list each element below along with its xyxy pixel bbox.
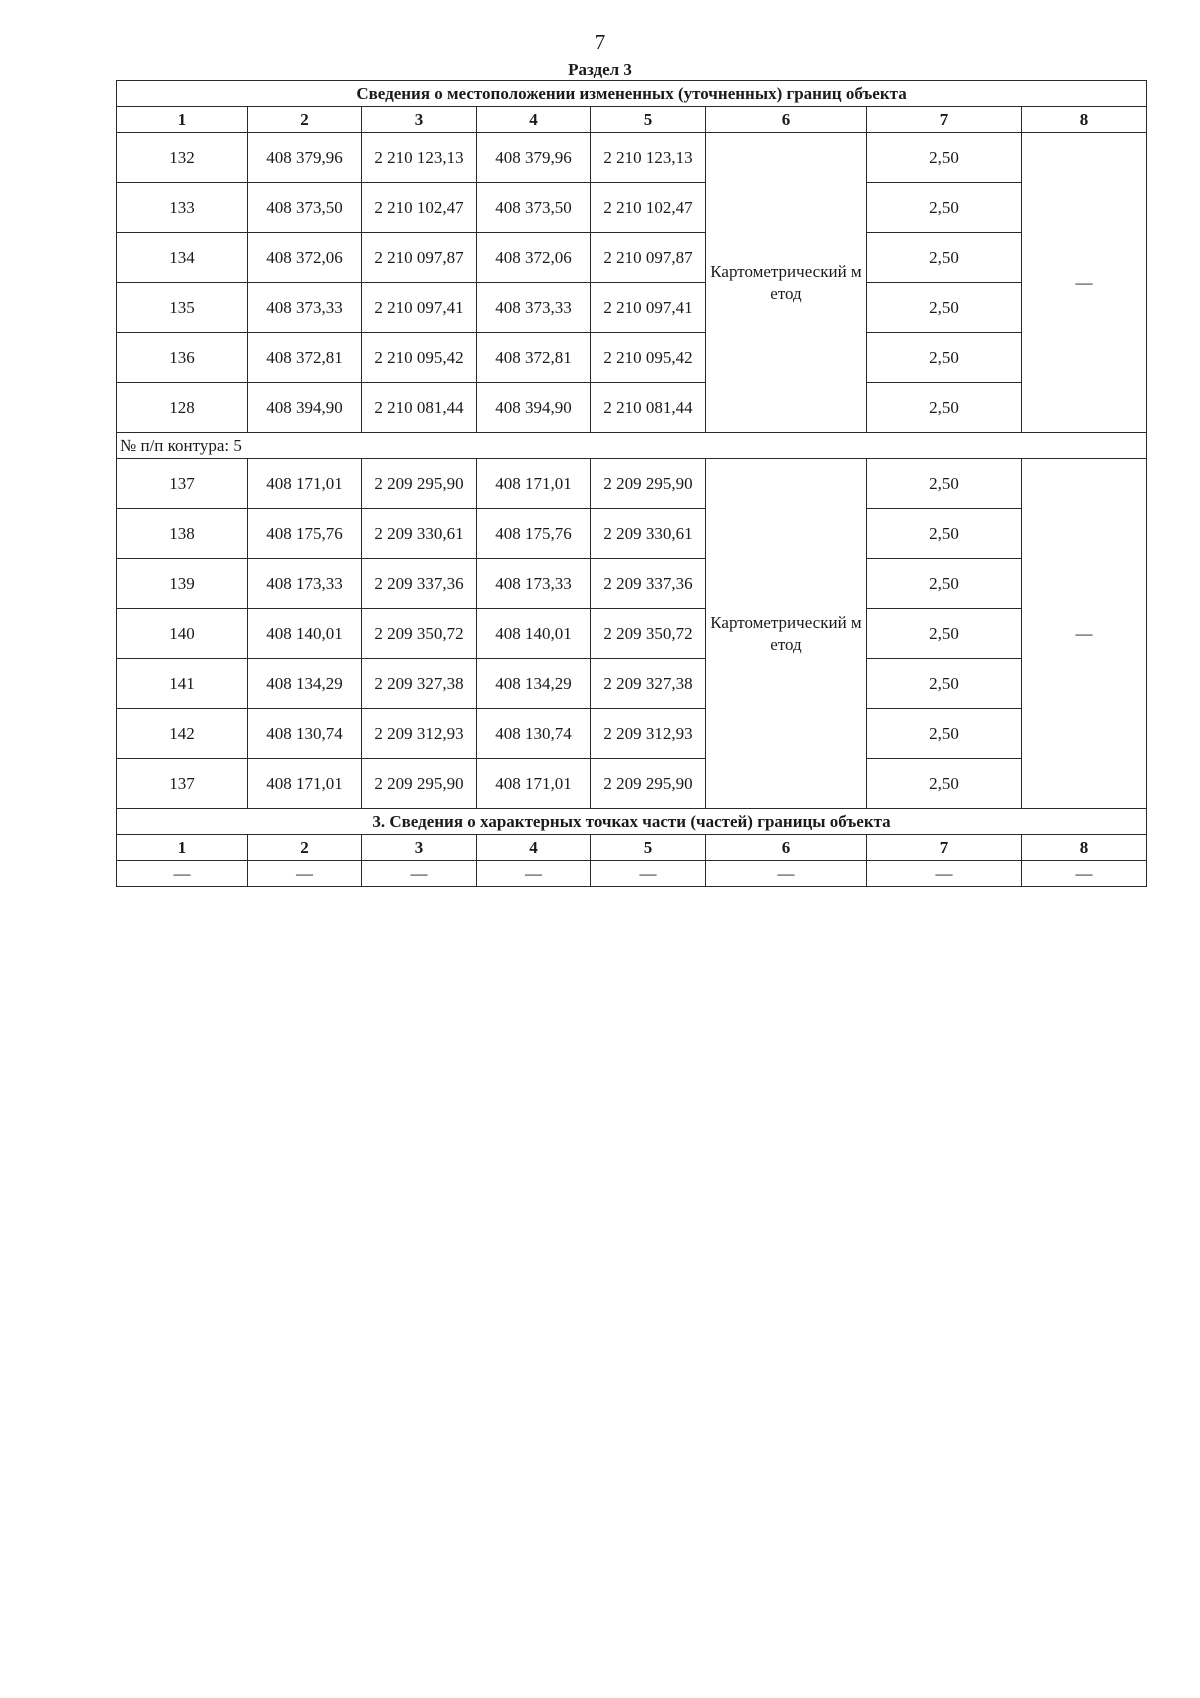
coord-y-new: 2 209 295,90 — [591, 759, 706, 809]
empty-value: — — [477, 861, 591, 887]
coord-y-existing: 2 210 095,42 — [362, 333, 477, 383]
column-number: 4 — [477, 107, 591, 133]
coord-x-existing: 408 372,06 — [248, 233, 362, 283]
column-number: 2 — [248, 835, 362, 861]
coord-x-existing: 408 173,33 — [248, 559, 362, 609]
coord-y-existing: 2 209 330,61 — [362, 509, 477, 559]
column-number: 3 — [362, 107, 477, 133]
coord-y-new: 2 209 295,90 — [591, 459, 706, 509]
coord-y-new: 2 209 337,36 — [591, 559, 706, 609]
column-number: 6 — [706, 107, 867, 133]
coord-x-existing: 408 134,29 — [248, 659, 362, 709]
coord-x-existing: 408 373,50 — [248, 183, 362, 233]
coord-y-new: 2 210 123,13 — [591, 133, 706, 183]
accuracy: 2,50 — [867, 383, 1022, 433]
table-row — [117, 709, 1147, 759]
coord-y-existing: 2 209 337,36 — [362, 559, 477, 609]
table-row — [117, 659, 1147, 709]
table-row — [117, 459, 1147, 509]
page-number: 7 — [594, 30, 606, 54]
column-number: 8 — [1022, 835, 1147, 861]
accuracy: 2,50 — [867, 509, 1022, 559]
coord-y-new: 2 210 097,87 — [591, 233, 706, 283]
coord-y-new: 2 210 102,47 — [591, 183, 706, 233]
coord-x-new: 408 379,96 — [477, 133, 591, 183]
column-number: 6 — [706, 835, 867, 861]
accuracy: 2,50 — [867, 283, 1022, 333]
accuracy: 2,50 — [867, 333, 1022, 383]
point-number: 140 — [117, 609, 248, 659]
table-row — [117, 233, 1147, 283]
coord-x-existing: 408 373,33 — [248, 283, 362, 333]
column-number-row — [117, 107, 1147, 133]
accuracy: 2,50 — [867, 759, 1022, 809]
table-row — [117, 333, 1147, 383]
coord-x-existing: 408 171,01 — [248, 459, 362, 509]
coord-x-existing: 408 372,81 — [248, 333, 362, 383]
coord-y-new: 2 209 350,72 — [591, 609, 706, 659]
coord-y-existing: 2 209 295,90 — [362, 459, 477, 509]
accuracy: 2,50 — [867, 133, 1022, 183]
table-row — [117, 559, 1147, 609]
point-number: 137 — [117, 759, 248, 809]
method-cell — [706, 133, 867, 433]
column-number: 7 — [867, 107, 1022, 133]
coord-y-new: 2 210 097,41 — [591, 283, 706, 333]
empty-value: — — [248, 861, 362, 887]
coord-x-existing: 408 171,01 — [248, 759, 362, 809]
point-number: 136 — [117, 333, 248, 383]
coord-y-existing: 2 210 123,13 — [362, 133, 477, 183]
empty-value: — — [117, 861, 248, 887]
table-row — [117, 283, 1147, 333]
coord-x-new: 408 175,76 — [477, 509, 591, 559]
coord-x-existing: 408 140,01 — [248, 609, 362, 659]
coord-x-existing: 408 394,90 — [248, 383, 362, 433]
point-number: 134 — [117, 233, 248, 283]
accuracy: 2,50 — [867, 459, 1022, 509]
accuracy: 2,50 — [867, 183, 1022, 233]
part-empty-row — [117, 861, 1147, 887]
coord-x-new: 408 373,33 — [477, 283, 591, 333]
method-cell — [706, 459, 867, 809]
coord-x-existing: 408 379,96 — [248, 133, 362, 183]
coord-y-new: 2 209 330,61 — [591, 509, 706, 559]
column-number: 1 — [117, 835, 248, 861]
coord-y-new: 2 210 095,42 — [591, 333, 706, 383]
coord-y-existing: 2 209 312,93 — [362, 709, 477, 759]
coord-x-new: 408 394,90 — [477, 383, 591, 433]
point-number: 141 — [117, 659, 248, 709]
table-row — [117, 133, 1147, 183]
point-number: 139 — [117, 559, 248, 609]
method-text: Картометрический метод — [710, 261, 862, 303]
coord-x-new: 408 173,33 — [477, 559, 591, 609]
description-cell: — — [1022, 133, 1147, 433]
column-number: 7 — [867, 835, 1022, 861]
empty-value: — — [591, 861, 706, 887]
boundary-coordinates-table — [116, 80, 1147, 887]
coord-y-existing: 2 210 102,47 — [362, 183, 477, 233]
coord-x-existing: 408 175,76 — [248, 509, 362, 559]
empty-value: — — [867, 861, 1022, 887]
table-title-row — [117, 81, 1147, 107]
coord-x-new: 408 171,01 — [477, 759, 591, 809]
point-number: 133 — [117, 183, 248, 233]
coord-y-new: 2 209 327,38 — [591, 659, 706, 709]
coord-x-new: 408 130,74 — [477, 709, 591, 759]
point-number: 132 — [117, 133, 248, 183]
column-number: 5 — [591, 835, 706, 861]
coord-x-new: 408 140,01 — [477, 609, 591, 659]
column-number: 2 — [248, 107, 362, 133]
contour-row — [117, 433, 1147, 459]
part-column-number-row — [117, 835, 1147, 861]
empty-value: — — [1022, 861, 1147, 887]
part-title: 3. Сведения о характерных точках части (частей) границы объекта — [117, 809, 1147, 835]
column-number: 5 — [591, 107, 706, 133]
coord-y-existing: 2 210 097,41 — [362, 283, 477, 333]
empty-value: — — [706, 861, 867, 887]
coord-y-new: 2 210 081,44 — [591, 383, 706, 433]
coord-x-new: 408 373,50 — [477, 183, 591, 233]
description-cell: — — [1022, 459, 1147, 809]
accuracy: 2,50 — [867, 559, 1022, 609]
accuracy: 2,50 — [867, 233, 1022, 283]
coord-y-existing: 2 209 295,90 — [362, 759, 477, 809]
contour-label: № п/п контура: 5 — [117, 433, 1147, 459]
empty-value: — — [362, 861, 477, 887]
accuracy: 2,50 — [867, 609, 1022, 659]
coord-x-new: 408 134,29 — [477, 659, 591, 709]
section-title: Раздел 3 — [568, 60, 632, 79]
point-number: 142 — [117, 709, 248, 759]
coord-x-new: 408 171,01 — [477, 459, 591, 509]
coord-y-existing: 2 210 097,87 — [362, 233, 477, 283]
coord-y-existing: 2 209 350,72 — [362, 609, 477, 659]
column-number: 3 — [362, 835, 477, 861]
coord-y-existing: 2 210 081,44 — [362, 383, 477, 433]
point-number: 128 — [117, 383, 248, 433]
coord-x-new: 408 372,81 — [477, 333, 591, 383]
point-number: 135 — [117, 283, 248, 333]
column-number: 1 — [117, 107, 248, 133]
table-row — [117, 759, 1147, 809]
column-number: 8 — [1022, 107, 1147, 133]
coord-x-existing: 408 130,74 — [248, 709, 362, 759]
table-row — [117, 609, 1147, 659]
point-number: 137 — [117, 459, 248, 509]
coord-x-new: 408 372,06 — [477, 233, 591, 283]
table-title: Сведения о местоположении измененных (уточненных) границ объекта — [117, 81, 1147, 107]
accuracy: 2,50 — [867, 709, 1022, 759]
coord-y-new: 2 209 312,93 — [591, 709, 706, 759]
table-row — [117, 509, 1147, 559]
point-number: 138 — [117, 509, 248, 559]
accuracy: 2,50 — [867, 659, 1022, 709]
part-title-row — [117, 809, 1147, 835]
table-row — [117, 383, 1147, 433]
column-number: 4 — [477, 835, 591, 861]
table-row — [117, 183, 1147, 233]
coord-y-existing: 2 209 327,38 — [362, 659, 477, 709]
method-text: Картометрический метод — [710, 612, 862, 654]
